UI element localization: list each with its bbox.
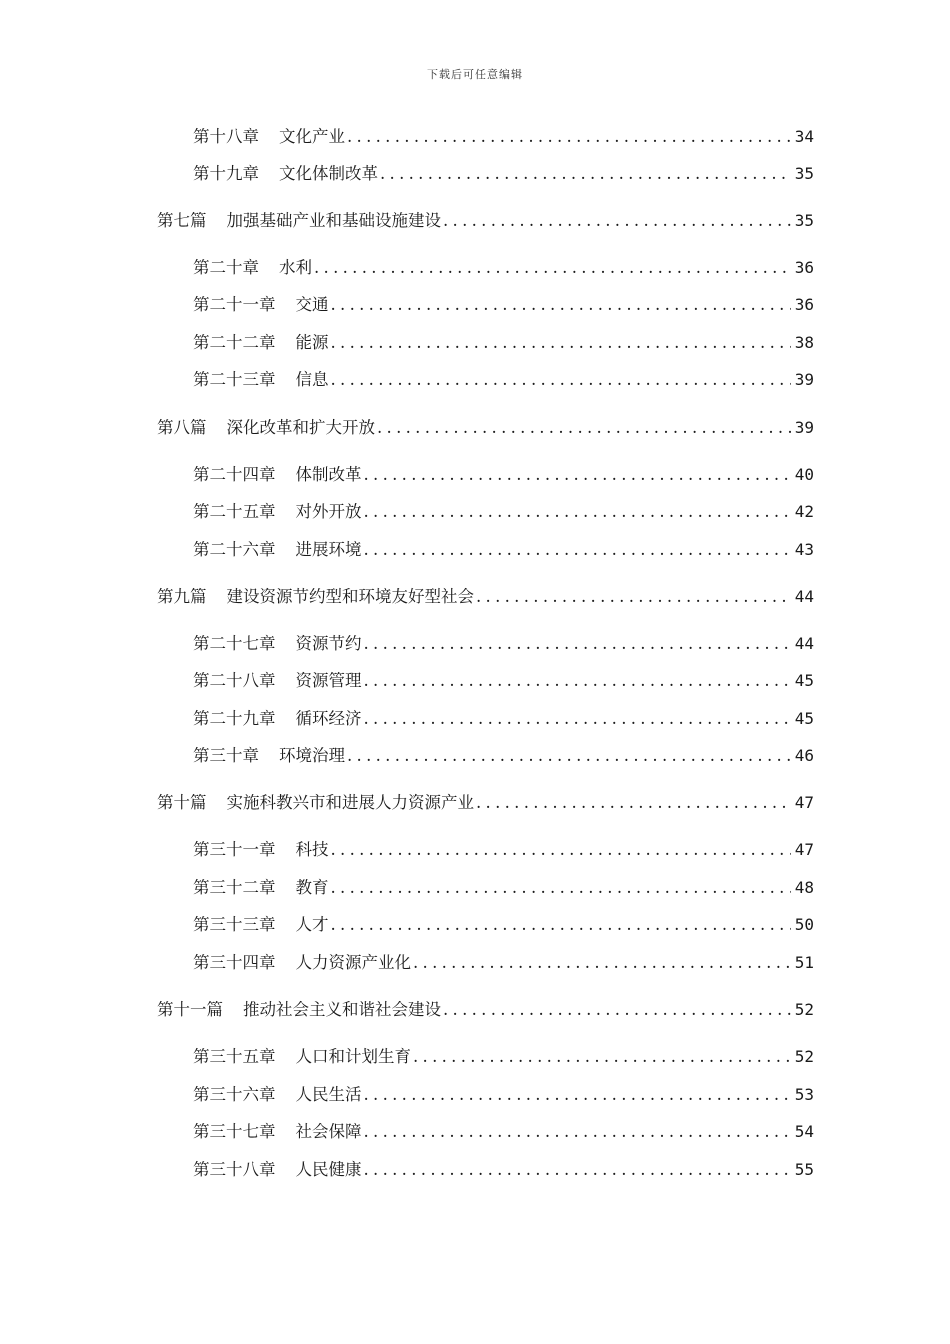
toc-entry-page-number: 35 [794,211,814,230]
toc-chapter-entry[interactable] [193,162,814,186]
toc-entry-page-number: 50 [794,915,814,934]
toc-entry-title: 人民健康 [295,1160,362,1179]
toc-entry-number: 第二十六章 [193,540,276,559]
toc-chapter-entry[interactable] [193,951,814,975]
toc-part-entry[interactable] [157,585,814,609]
toc-entry-page-number: 44 [794,587,814,606]
toc-dot-leader [314,256,791,280]
toc-entry-number: 第三十八章 [193,1160,276,1179]
toc-entry-number: 第二十章 [193,258,259,277]
toc-chapter-entry[interactable] [193,538,814,562]
toc-dot-leader [364,1158,791,1182]
toc-dot-leader [364,463,791,487]
toc-chapter-entry[interactable] [193,256,814,280]
toc-dot-leader [364,632,791,656]
toc-part-entry[interactable] [157,998,814,1022]
toc-entry-page-number: 36 [794,295,814,314]
toc-dot-leader [364,707,791,731]
toc-part-entry[interactable] [157,209,814,233]
toc-entry-page-number: 53 [794,1085,814,1104]
toc-chapter-entry[interactable] [193,293,814,317]
toc-chapter-entry[interactable] [193,1158,814,1182]
toc-chapter-entry[interactable] [193,707,814,731]
toc-entry-number: 第二十四章 [193,465,276,484]
toc-entry-title: 教育 [295,878,329,897]
toc-entry-title: 能源 [295,333,329,352]
toc-chapter-entry[interactable] [193,744,814,768]
toc-dot-leader [347,744,791,768]
toc-entry-title: 推动社会主义和谐社会建设 [243,1000,441,1019]
toc-entry-page-number: 38 [794,333,814,352]
toc-dot-leader [331,838,791,862]
toc-dot-leader [377,416,791,440]
toc-chapter-entry[interactable] [193,500,814,524]
toc-dot-leader [331,913,791,937]
toc-entry-page-number: 39 [794,370,814,389]
toc-entry-title: 深化改革和扩大开放 [226,418,375,437]
toc-entry-title: 体制改革 [295,465,362,484]
toc-chapter-entry[interactable] [193,838,814,862]
toc-entry-title: 资源节约 [295,634,362,653]
toc-entry-page-number: 36 [794,258,814,277]
toc-entry-number: 第二十二章 [193,333,276,352]
toc-entry-title: 交通 [295,295,329,314]
page-header: 下载后可任意编辑 [427,68,523,81]
toc-entry-page-number: 43 [794,540,814,559]
toc-entry-number: 第二十九章 [193,709,276,728]
toc-dot-leader [364,500,791,524]
toc-dot-leader [413,1045,791,1069]
toc-entry-page-number: 54 [794,1122,814,1141]
toc-dot-leader [364,1120,791,1144]
toc-entry-number: 第三十六章 [193,1085,276,1104]
toc-chapter-entry[interactable] [193,331,814,355]
toc-entry-title: 进展环境 [295,540,362,559]
toc-entry-number: 第十篇 [157,793,207,812]
toc-entry-title: 人才 [295,915,329,934]
toc-entry-page-number: 35 [794,164,814,183]
toc-dot-leader [364,669,791,693]
toc-dot-leader [331,293,791,317]
toc-entry-title: 信息 [295,370,329,389]
toc-entry-page-number: 40 [794,465,814,484]
toc-entry-number: 第三十四章 [193,953,276,972]
toc-chapter-entry[interactable] [193,669,814,693]
toc-entry-page-number: 51 [794,953,814,972]
toc-entry-title: 水利 [279,258,312,277]
toc-entry-page-number: 47 [794,793,814,812]
toc-entry-page-number: 42 [794,502,814,521]
toc-entry-title: 对外开放 [295,502,362,521]
toc-entry-title: 人力资源产业化 [295,953,411,972]
toc-entry-number: 第二十八章 [193,671,276,690]
toc-entry-number: 第十九章 [193,164,259,183]
toc-entry-page-number: 46 [794,746,814,765]
toc-entry-number: 第三十三章 [193,915,276,934]
toc-dot-leader [364,1083,791,1107]
toc-entry-page-number: 45 [794,671,814,690]
toc-dot-leader [347,125,791,149]
toc-part-entry[interactable] [157,416,814,440]
toc-dot-leader [380,162,791,186]
toc-entry-page-number: 44 [794,634,814,653]
toc-entry-title: 实施科教兴市和进展人力资源产业 [226,793,474,812]
toc-entry-title: 人民生活 [295,1085,362,1104]
toc-entry-page-number: 48 [794,878,814,897]
toc-entry-number: 第三十五章 [193,1047,276,1066]
toc-entry-title: 资源管理 [295,671,362,690]
toc-entry-page-number: 52 [794,1000,814,1019]
toc-entry-number: 第八篇 [157,418,207,437]
toc-chapter-entry[interactable] [193,1083,814,1107]
toc-entry-title: 加强基础产业和基础设施建设 [226,211,441,230]
toc-entry-number: 第二十五章 [193,502,276,521]
toc-entry-number: 第三十章 [193,746,259,765]
toc-dot-leader [443,998,791,1022]
toc-entry-title: 环境治理 [279,746,345,765]
toc-entry-page-number: 39 [794,418,814,437]
toc-chapter-entry[interactable] [193,463,814,487]
toc-entry-title: 科技 [295,840,329,859]
toc-entry-number: 第十八章 [193,127,259,146]
toc-chapter-entry[interactable] [193,125,814,149]
toc-chapter-entry[interactable] [193,632,814,656]
toc-chapter-entry[interactable] [193,913,814,937]
toc-dot-leader [331,331,791,355]
toc-dot-leader [331,876,791,900]
toc-entry-number: 第二十一章 [193,295,276,314]
toc-entry-number: 第二十七章 [193,634,276,653]
toc-entry-number: 第七篇 [157,211,207,230]
toc-entry-number: 第三十一章 [193,840,276,859]
toc-chapter-entry[interactable] [193,368,814,392]
toc-entry-number: 第十一篇 [157,1000,223,1019]
toc-entry-page-number: 47 [794,840,814,859]
toc-dot-leader [331,368,791,392]
toc-entry-page-number: 34 [794,127,814,146]
toc-chapter-entry[interactable] [193,1120,814,1144]
toc-entry-number: 第三十二章 [193,878,276,897]
toc-entry-title: 建设资源节约型和环境友好型社会 [226,587,474,606]
toc-entry-page-number: 55 [794,1160,814,1179]
toc-entry-title: 文化产业 [279,127,345,146]
toc-dot-leader [364,538,791,562]
toc-entry-number: 第九篇 [157,587,207,606]
toc-chapter-entry[interactable] [193,876,814,900]
toc-dot-leader [443,209,791,233]
toc-entry-page-number: 45 [794,709,814,728]
toc-entry-page-number: 52 [794,1047,814,1066]
toc-entry-title: 社会保障 [295,1122,362,1141]
toc-entry-number: 第二十三章 [193,370,276,389]
toc-entry-title: 循环经济 [295,709,362,728]
toc-part-entry[interactable] [157,791,814,815]
toc-entry-title: 文化体制改革 [279,164,378,183]
toc-dot-leader [476,585,791,609]
toc-entry-number: 第三十七章 [193,1122,276,1141]
toc-chapter-entry[interactable] [193,1045,814,1069]
toc-dot-leader [476,791,791,815]
toc-entry-title: 人口和计划生育 [295,1047,411,1066]
toc-dot-leader [413,951,791,975]
